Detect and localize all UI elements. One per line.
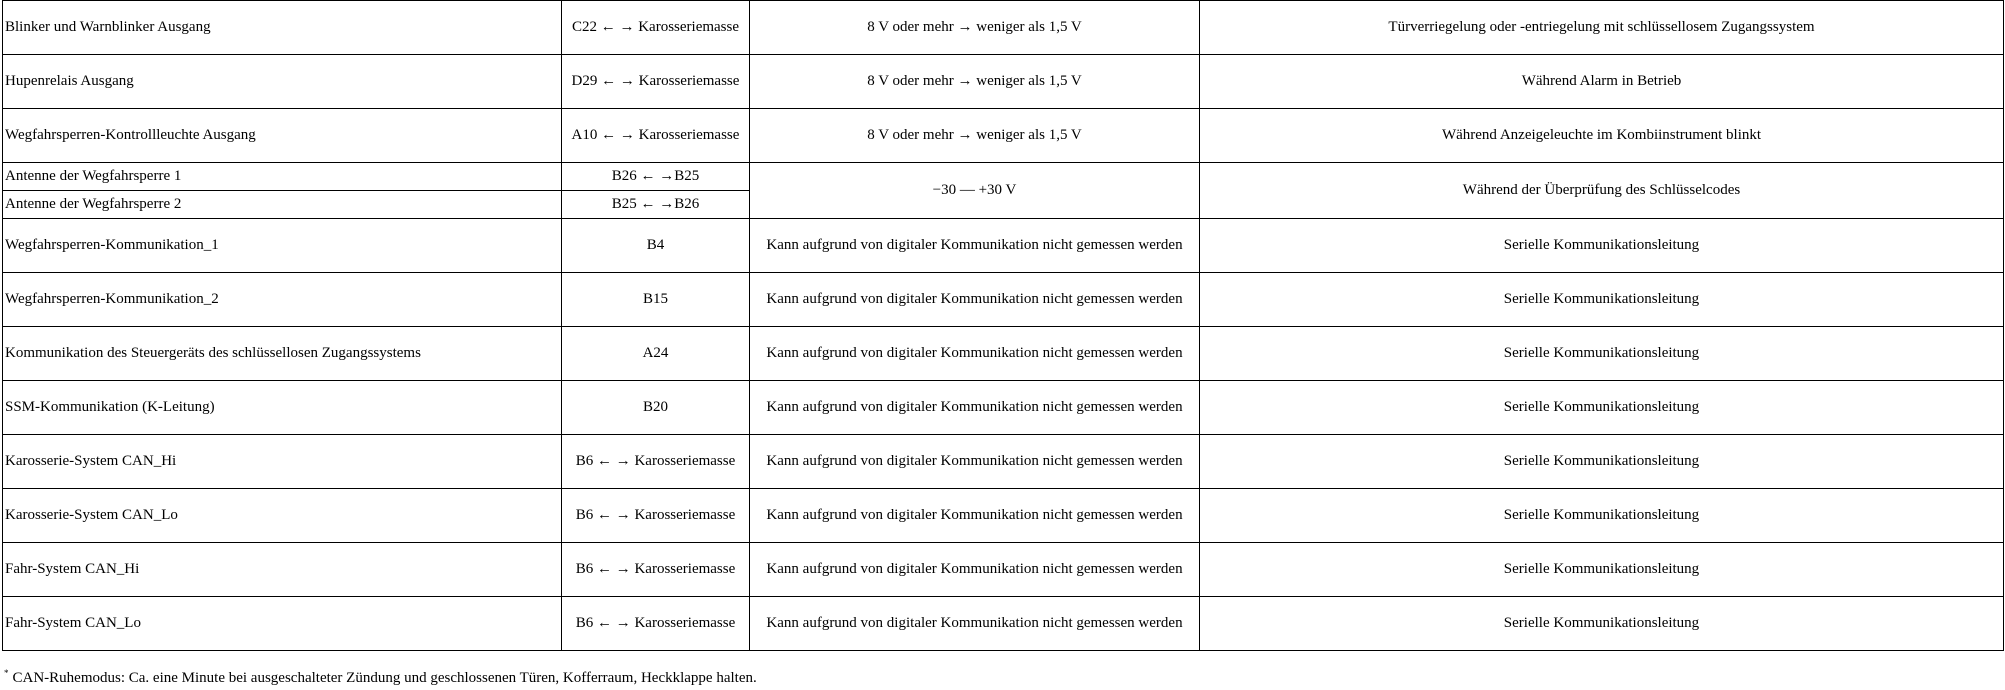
terminal: A24 [562, 327, 750, 381]
signal-name: Fahr-System CAN_Lo [3, 597, 562, 651]
table-row [3, 219, 2004, 273]
footnote-marker: * [4, 668, 9, 678]
table-row [3, 597, 2004, 651]
footnote-text: CAN-Ruhemodus: Ca. eine Minute bei ausgeschalteter Zündung und geschlossenen Türen, Kofferraum, Heckklappe halten. [12, 670, 757, 686]
condition: Während Anzeigeleuchte im Kombiinstrument blinkt [1200, 109, 2004, 163]
voltage: Kann aufgrund von digitaler Kommunikation nicht gemessen werden [750, 273, 1200, 327]
table-row [3, 381, 2004, 435]
table-row [3, 543, 2004, 597]
signal-name: Fahr-System CAN_Hi [3, 543, 562, 597]
voltage: 8 V oder mehr → weniger als 1,5 V [750, 109, 1200, 163]
voltage: Kann aufgrund von digitaler Kommunikation nicht gemessen werden [750, 381, 1200, 435]
terminal: A10 ← → Karosseriemasse [562, 109, 750, 163]
condition: Während der Überprüfung des Schlüsselcodes [1200, 163, 2004, 219]
signal-name: SSM-Kommunikation (K-Leitung) [3, 381, 562, 435]
condition: Serielle Kommunikationsleitung [1200, 597, 2004, 651]
voltage: Kann aufgrund von digitaler Kommunikation nicht gemessen werden [750, 543, 1200, 597]
signal-name: Antenne der Wegfahrsperre 1 [3, 163, 562, 191]
terminal: D29 ← → Karosseriemasse [562, 55, 750, 109]
signal-name: Wegfahrsperren-Kommunikation_2 [3, 273, 562, 327]
table-row [3, 1, 2004, 55]
table-row [3, 55, 2004, 109]
condition: Serielle Kommunikationsleitung [1200, 435, 2004, 489]
condition: Serielle Kommunikationsleitung [1200, 489, 2004, 543]
terminal: B4 [562, 219, 750, 273]
terminal: B15 [562, 273, 750, 327]
footnote [4, 664, 757, 687]
table-row [3, 163, 2004, 191]
voltage: Kann aufgrund von digitaler Kommunikation nicht gemessen werden [750, 597, 1200, 651]
terminal: B25 ← →B26 [562, 191, 750, 219]
signal-name: Kommunikation des Steuergeräts des schlüssellosen Zugangssystems [3, 327, 562, 381]
table-row [3, 109, 2004, 163]
condition: Serielle Kommunikationsleitung [1200, 273, 2004, 327]
voltage: 8 V oder mehr → weniger als 1,5 V [750, 55, 1200, 109]
signal-name: Wegfahrsperren-Kommunikation_1 [3, 219, 562, 273]
condition: Türverriegelung oder -entriegelung mit schlüssellosem Zugangssystem [1200, 1, 2004, 55]
condition: Serielle Kommunikationsleitung [1200, 219, 2004, 273]
voltage: Kann aufgrund von digitaler Kommunikation nicht gemessen werden [750, 489, 1200, 543]
terminal: C22 ← → Karosseriemasse [562, 1, 750, 55]
signal-name: Hupenrelais Ausgang [3, 55, 562, 109]
voltage: Kann aufgrund von digitaler Kommunikation nicht gemessen werden [750, 219, 1200, 273]
voltage: Kann aufgrund von digitaler Kommunikation nicht gemessen werden [750, 435, 1200, 489]
condition: Serielle Kommunikationsleitung [1200, 543, 2004, 597]
condition: Während Alarm in Betrieb [1200, 55, 2004, 109]
terminal: B26 ← →B25 [562, 163, 750, 191]
signal-name: Wegfahrsperren-Kontrollleuchte Ausgang [3, 109, 562, 163]
voltage: −30 — +30 V [750, 163, 1200, 219]
condition: Serielle Kommunikationsleitung [1200, 381, 2004, 435]
signal-name: Blinker und Warnblinker Ausgang [3, 1, 562, 55]
table-row [3, 273, 2004, 327]
terminal: B6 ← → Karosseriemasse [562, 489, 750, 543]
signal-name: Karosserie-System CAN_Lo [3, 489, 562, 543]
table-row [3, 435, 2004, 489]
signal-name: Karosserie-System CAN_Hi [3, 435, 562, 489]
condition: Serielle Kommunikationsleitung [1200, 327, 2004, 381]
terminal: B6 ← → Karosseriemasse [562, 543, 750, 597]
signal-name: Antenne der Wegfahrsperre 2 [3, 191, 562, 219]
terminal: B6 ← → Karosseriemasse [562, 597, 750, 651]
voltage: 8 V oder mehr → weniger als 1,5 V [750, 1, 1200, 55]
table-row [3, 489, 2004, 543]
terminal: B6 ← → Karosseriemasse [562, 435, 750, 489]
voltage: Kann aufgrund von digitaler Kommunikation nicht gemessen werden [750, 327, 1200, 381]
terminal-spec-table [2, 0, 2004, 651]
terminal: B20 [562, 381, 750, 435]
table-row [3, 327, 2004, 381]
